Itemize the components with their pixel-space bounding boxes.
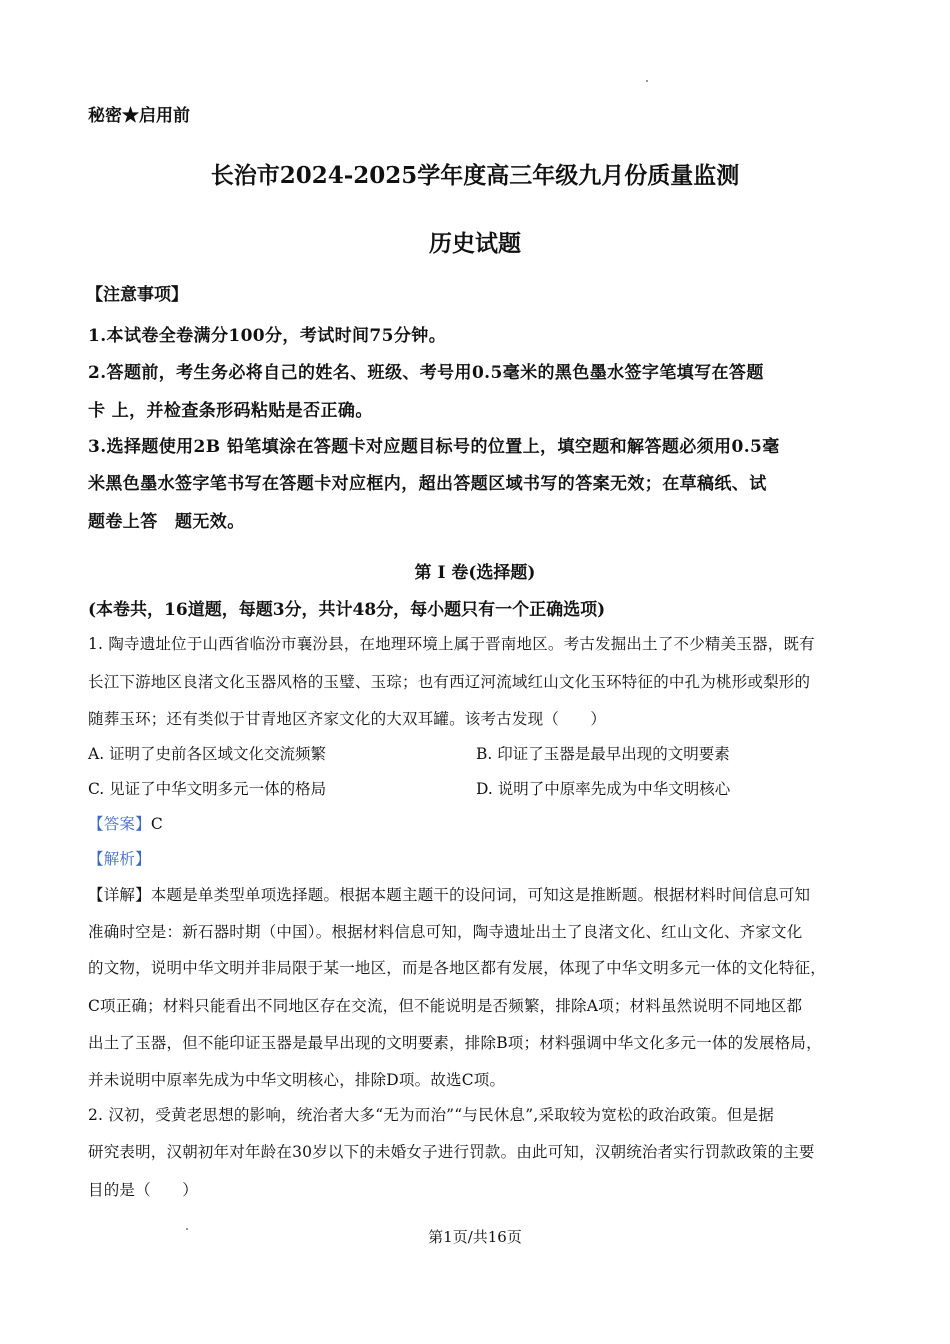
answer-value: C [150, 815, 163, 833]
analysis-tag: 【解析】 [88, 850, 151, 868]
section-title: 第 I 卷(选择题) [414, 563, 536, 583]
answer-tag: 【答案】 [88, 815, 151, 833]
detail-line: 出土了玉器，但不能印证玉器是最早出现的文明要素，排除B项；材料强调中华文化多元一体的发展格局， [88, 1034, 822, 1052]
notice-heading: 【注意事项】 [86, 285, 188, 305]
detail-line: 的文物，说明中华文明并非局限于某一地区，而是各地区都有发展，体现了中华文明多元一体的文化特征， [88, 959, 826, 977]
detail-line: 准确时空是：新石器时期（中国）。根据材料信息可知，陶寺遗址出土了良渚文化、红山文化、齐家文化 [88, 923, 803, 941]
confidential-label: 秘密★启用前 [88, 106, 190, 126]
subject-title: 历史试题 [429, 230, 521, 257]
answer-line [88, 812, 163, 834]
detail-line: 【详解】本题是单类型单项选择题。根据本题主题干的设问词，可知这是推断题。根据材料时间信息可知 [88, 886, 811, 904]
option-a: A. 证明了史前各区域文化交流频繁 [88, 745, 327, 763]
notice-line: 米黑色墨水签字笔书写在答题卡对应框内，超出答题区域书写的答案无效；在草稿纸、试 [88, 474, 767, 494]
question-1-stem: 长江下游地区良渚文化玉器风格的玉璧、玉琮；也有西辽河流域红山文化玉环特征的中孔为桃形或梨形的 [88, 673, 811, 691]
option-c: C. 见证了中华文明多元一体的格局 [88, 780, 327, 798]
option-b: B. 印证了玉器是最早出现的文明要素 [476, 745, 730, 763]
question-2-stem: 2. 汉初，受黄老思想的影响，统治者大多“无为而治”“与民休息”,采取较为宽松的政治政策。但是据 [88, 1106, 774, 1124]
scan-dot [646, 80, 648, 82]
detail-line: 并未说明中原率先成为中华文明核心，排除D项。故选C项。 [88, 1071, 506, 1089]
page-number: 第1页/共16页 [428, 1228, 522, 1246]
notice-line: 3.选择题使用2B 铅笔填涂在答题卡对应题目标号的位置上，填空题和解答题必须用0.5毫 [88, 437, 780, 457]
exam-title: 长治市2024-2025学年度高三年级九月份质量监测 [210, 162, 740, 189]
question-2-stem: 研究表明，汉朝初年对年龄在30岁以下的未婚女子进行罚款。由此可知，汉朝统治者实行罚款政策的主要 [88, 1143, 815, 1161]
notice-line: 卡 上，并检查条形码粘贴是否正确。 [88, 401, 373, 421]
option-d: D. 说明了中原率先成为中华文明核心 [476, 780, 731, 798]
notice-line: 题卷上答 题无效。 [88, 512, 245, 532]
notice-line: 1.本试卷全卷满分100分，考试时间75分钟。 [88, 326, 447, 346]
question-2-stem: 目的是（ ） [88, 1181, 198, 1199]
question-1-stem: 1. 陶寺遗址位于山西省临汾市襄汾县，在地理环境上属于晋南地区。考古发掘出土了不少精美玉器，既有 [88, 635, 815, 653]
notice-line: 2.答题前，考生务必将自己的姓名、班级、考号用0.5毫米的黑色墨水签字笔填写在答题 [88, 363, 764, 383]
section-note: (本卷共，16道题，每题3分，共计48分，每小题只有一个正确选项) [88, 600, 606, 620]
detail-line: C项正确；材料只能看出不同地区存在交流，但不能说明是否频繁，排除A项；材料虽然说明不同地区都 [88, 997, 803, 1015]
question-1-stem: 随葬玉环；还有类似于甘青地区齐家文化的大双耳罐。该考古发现（ ） [88, 710, 607, 728]
